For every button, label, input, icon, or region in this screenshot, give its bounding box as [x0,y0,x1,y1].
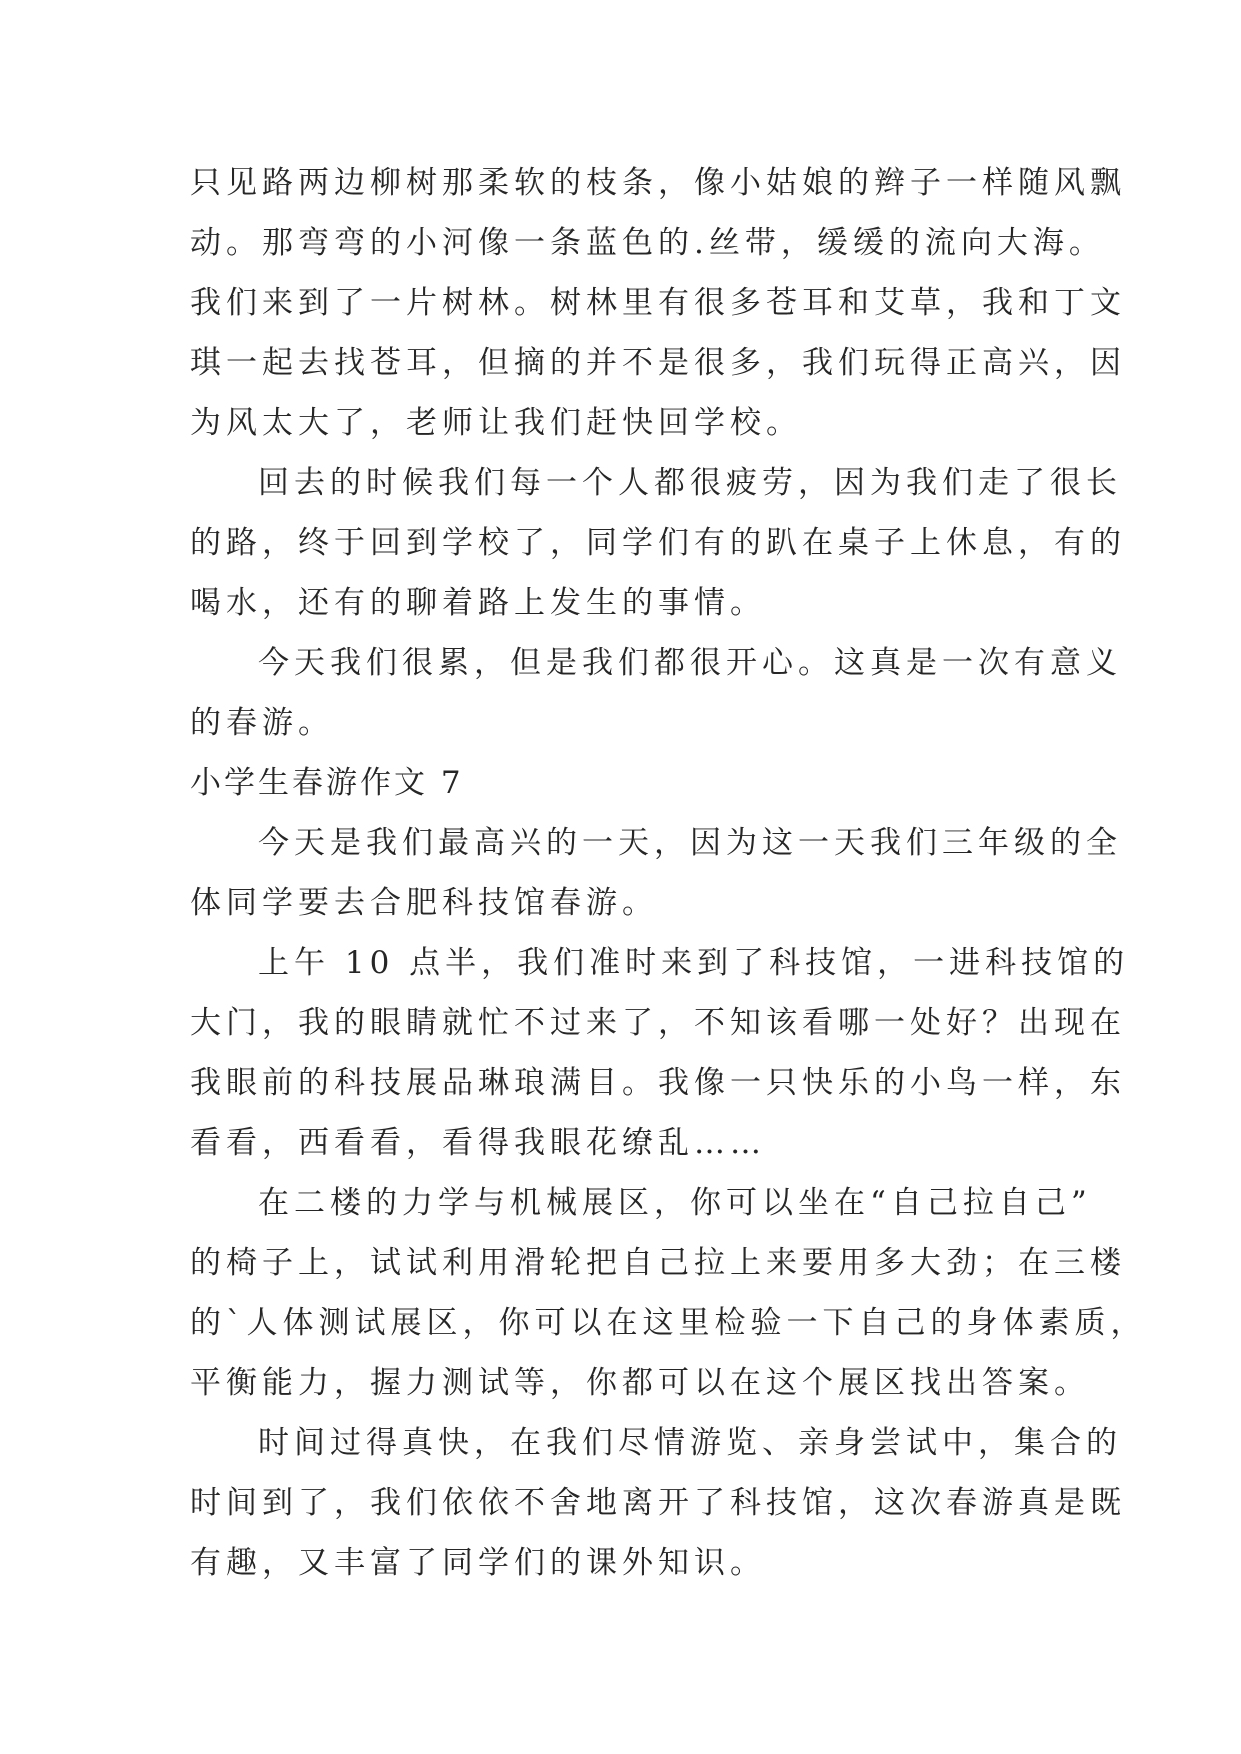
paragraph-first-line: 回去的时候我们每一个人都很疲劳，因为我们走了很长 [258,465,1122,501]
text-line: 看看，西看看，看得我眼花缭乱…… [190,1125,766,1161]
paragraph-first-line: 上午 10 点半，我们准时来到了科技馆，一进科技馆的 [258,945,1130,981]
text-line: 体同学要去合肥科技馆春游。 [190,885,658,921]
text-line: 有趣，又丰富了同学们的课外知识。 [190,1545,766,1581]
paragraph-first-line: 今天是我们最高兴的一天，因为这一天我们三年级的全 [258,825,1122,861]
text-line: 我眼前的科技展品琳琅满目。我像一只快乐的小鸟一样，东 [190,1065,1126,1101]
paragraph-first-line: 在二楼的力学与机械展区，你可以坐在“自己拉自己” [258,1185,1092,1221]
text-line: 的椅子上，试试利用滑轮把自己拉上来要用多大劲；在三楼 [190,1245,1126,1281]
text-line: 的春游。 [190,705,334,741]
text-line: 为风太大了，老师让我们赶快回学校。 [190,405,802,441]
text-line: 平衡能力，握力测试等，你都可以在这个展区找出答案。 [190,1365,1090,1401]
text-line: 动。那弯弯的小河像一条蓝色的.丝带，缓缓的流向大海。 [190,225,1105,261]
text-line: 时间到了，我们依依不舍地离开了科技馆，这次春游真是既 [190,1485,1126,1521]
paragraph-first-line: 今天我们很累，但是我们都很开心。这真是一次有意义 [258,645,1122,681]
text-line: 大门，我的眼睛就忙不过来了，不知该看哪一处好？出现在 [190,1005,1126,1041]
text-line: 的路，终于回到学校了，同学们有的趴在桌子上休息，有的 [190,525,1126,561]
text-line: 喝水，还有的聊着路上发生的事情。 [190,585,766,621]
text-line: 琪一起去找苍耳，但摘的并不是很多，我们玩得正高兴，因 [190,345,1126,381]
paragraph-first-line: 时间过得真快，在我们尽情游览、亲身尝试中，集合的 [258,1425,1122,1461]
text-line: 我们来到了一片树林。树林里有很多苍耳和艾草，我和丁文 [190,285,1126,321]
text-line: 的`人体测试展区，你可以在这里检验一下自己的身体素质， [190,1305,1147,1341]
document-body [190,153,1147,1593]
text-line: 只见路两边柳树那柔软的枝条，像小姑娘的辫子一样随风飘 [190,165,1126,201]
section-title: 小学生春游作文 7 [190,765,464,801]
